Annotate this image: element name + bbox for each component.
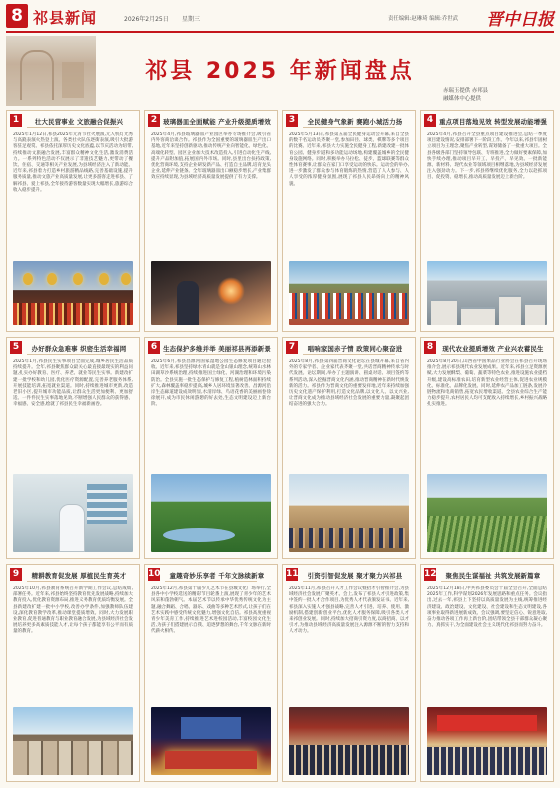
- article-title[interactable]: 办好群众急难事 织密生活幸福网: [31, 345, 127, 353]
- issue-date: 2026年2月25日: [124, 16, 169, 23]
- section-name: 祁县新闻: [33, 9, 98, 27]
- article-card[interactable]: [420, 564, 554, 782]
- sports-meet-photo: [289, 261, 409, 325]
- orchard-field-photo: [427, 474, 547, 552]
- title-divider: [441, 581, 533, 582]
- article-body: 2025年12月18日,中共祁县委员会十届全会召开,全面总结2025年工作,科学谋划2026年发展思路和重点任务。会议指出,过去一年,祁县上下坚持以高质量发展为主线,统筹推进经济建设、政治建设、文化建设、社会建设和生态文明建设,各项事业取得新进展新成效。会议强调,要坚定信心、锐意进取,奋力推动各项工作再上新台阶,团结带领全县干部群众凝心聚力、真抓实干,为全面建设社会主义现代化祁县而努力奋斗。: [427, 586, 547, 629]
- article-number: 5: [10, 341, 22, 354]
- article-number: 12: [424, 569, 437, 579]
- festival-parade-photo: [13, 261, 133, 325]
- article-title[interactable]: 精耕教育促发展 厚植民生育英才: [31, 572, 127, 580]
- article-body: 2025年6月,祁县昌源河国家湿地公园生态修复项目通过验收。近年来,祁县坚持绿水青山就是金山银山理念,统筹山水林田湖草沙系统治理,持续推进国土绿化、河湖治理和环境污染防治。全县实施一批生态保护与修复工程,植树造林面积持续扩大,森林覆盖率稳步提高,城乡人居环境显著改善。昌源河沿岸生态廊道建设成效明显,水清岸绿、鸟语花香的美丽画卷徐徐展开,成为市民休闲游憩的好去处,生态文明建设迈上新台阶。: [151, 359, 271, 408]
- masthead-divider: [6, 31, 554, 33]
- article-card[interactable]: [420, 110, 554, 332]
- page-number: 8: [6, 4, 28, 28]
- article-number: 8: [424, 341, 436, 354]
- newspaper-logo: 晋中日报: [486, 10, 554, 30]
- article-title[interactable]: 壮大民营事业 文旅融合促振兴: [34, 118, 124, 126]
- article-body: 2025年8月,祁县第四届晋商文化论坛在县城开幕,来自省内外的专家学者、企业家代表齐聚一堂,共话晋商精神传承与时代发展。论坛期间,举办了主题演讲、圆桌对话、项目签约等系列活动,深入挖掘晋商文化内涵,推动晋商精神在新时代焕发新的活力。祁县作为晋商文化的重要发祥地,近年来持续加强历史文化遗产保护利用,打造文化品牌,以文化人、以文兴业,让晋商文化成为推动县域经济社会发展的重要力量,凝聚起团结奋进的强大合力。: [289, 359, 409, 408]
- article-card[interactable]: [6, 564, 140, 782]
- article-card[interactable]: [282, 564, 416, 782]
- article-card[interactable]: [420, 337, 554, 559]
- title-divider: [165, 581, 257, 582]
- article-number: 3: [286, 114, 298, 127]
- plenary-meeting-photo: [427, 707, 547, 775]
- article-number: 2: [148, 114, 160, 127]
- headline-banner: [6, 36, 554, 106]
- article-title[interactable]: 全民健身气象新 赛跑小城活力扬: [307, 118, 403, 126]
- article-card[interactable]: [144, 110, 278, 332]
- article-body: 2025年11月,祁县召开人才工作会议暨招才引智推介会,为县域经济社会发展广聚英才。会上,发布了祁县人才引进政策,集中签约一批人才合作项目,为优秀人才代表颁发证书。近年来,祁县深入实施人才强县战略,完善人才引进、培养、使用、激励机制,搭建创新创业平台,优化人才服务保障,吸引各类人才来祁创业发展。同时,持续加大招商引资力度,以商招商、以才引才,为推动县域经济高质量发展注入源源不断的智力支持和人才动力。: [289, 586, 409, 635]
- title-divider: [303, 127, 395, 128]
- article-card[interactable]: [6, 110, 140, 332]
- wetland-park-photo: [151, 474, 271, 552]
- article-card[interactable]: [282, 337, 416, 559]
- conference-hall-photo: [289, 707, 409, 775]
- article-card[interactable]: [144, 337, 278, 559]
- article-card[interactable]: [144, 564, 278, 782]
- title-divider: [303, 354, 395, 355]
- article-body: 2025年4月,祁县玻璃器皿产业园区举办专场推介会,吸引省内外客商洽谈合作。祁县作为全国重要的玻璃器皿生产出口基地,近年来坚持创新驱动,推动传统产业向智能化、绿色化、高端化转型。园区企业加大技术改造投入,引进自动化生产线,提升产品附加值,拓展国内外市场。同时,县里出台扶持政策,优化营商环境,支持企业研发新产品、打造自主品牌,培育龙头企业,延伸产业链条。全年玻璃器皿出口额稳步增长,产业集群效应持续显现,为县域经济高质量发展提供了有力支撑。: [151, 132, 271, 181]
- title-divider: [165, 354, 257, 355]
- article-number: 10: [148, 569, 161, 579]
- industrial-park-photo: [427, 261, 547, 325]
- masthead: [6, 4, 554, 30]
- article-body: 2025年4月,祁县召开全县重点项目建设推进会,总结一季度项目建设情况,安排部署下一阶段工作。今年以来,祁县牢固树立项目为王理念,聚焦产业转型,谋划储备了一批重大项目。全县各级各部门坚持领导包联、专班推进,全力做好要素保障,加快手续办理,推动项目早开工、早投产、早见效。一批新能源、新材料、现代农业等领域项目相继落地,为县域经济发展注入强劲动力。下一步,祁县将继续优化服务,全力以赴抓项目、促投资、稳增长,推动高质量发展迈上新台阶。: [427, 132, 547, 181]
- article-title[interactable]: 童趣奇妙乐享者 千年文脉续新章: [169, 572, 265, 580]
- article-title[interactable]: 唱响家国赤子情 政策同心聚奋进: [307, 345, 403, 353]
- school-campus-photo: [13, 707, 133, 775]
- editors-credit: 责任编辑:赵琳琦 编辑:乔世武: [388, 16, 459, 22]
- title-divider: [27, 354, 119, 355]
- article-body: 2025年10月,祁县教育系统召开新学期工作会议,总结成绩,部署任务。近年来,祁县始终坚持教育优先发展战略,持续加大教育投入,优化教育资源布局,推进义务教育优质均衡发展。全县新建改扩建一批中小学校,改善办学条件,加强教师队伍建设,深化教育教学改革,推动课堂提质增效。同时,大力发展职业教育,促进普通教育与职业教育融合发展,为县域经济社会发展培养更多高素质技能人才,让每个孩子都能享有公平而有质量的教育。: [13, 586, 133, 635]
- group-visit-photo: [289, 474, 409, 552]
- article-title[interactable]: 玻璃器皿全面赋能 产业升级提质增效: [163, 118, 271, 126]
- article-card[interactable]: [6, 337, 140, 559]
- article-title[interactable]: 引资引智促发展 聚才聚力兴祁县: [307, 572, 403, 580]
- title-divider: [165, 127, 257, 128]
- article-number: 6: [148, 341, 160, 354]
- article-body: 2025年12月,祁县第十届少儿艺术节在县城文化广场举行,全县各中小学校选送的精彩节目轮番上演,展现了青少年的艺术风采和蓬勃朝气。本届艺术节以传承中华优秀传统文化为主题,融合舞蹈、合唱、器乐、戏曲等多种艺术形式,让孩子们在艺术实践中感受传统文化魅力,增强文化自信。祁县高度重视青少年美育工作,持续推进艺术进校园活动,丰富校园文化生活,为孩子们搭建展示自我、追逐梦想的舞台,千年文脉在新时代薪火相传。: [151, 586, 271, 635]
- article-title[interactable]: 现代农业提质增效 产业兴农蓄民生: [442, 345, 544, 353]
- article-number: 9: [10, 568, 22, 581]
- article-body: 2025年5月13日,祁县第五届全民健身运动会开幕,来自全县的数千名运动员齐聚一堂,参加田径、球类、棋牌等多个项目的比赛。近年来,祁县大力实施全民健身工程,新建改建一批体育公园、健身步道和多功能运动场地,构建覆盖城乡的全民健身设施网络。同时,积极举办马拉松、徒步、篮球联赛等群众性体育赛事,让群众在家门口享受运动的快乐。运动会的举办,进一步激发了群众参与体育锻炼的热情,营造了人人参与、人人享受的浓厚健身氛围,展现了祁县人民昂扬向上的精神风貌。: [289, 132, 409, 187]
- article-number: 1: [10, 114, 22, 127]
- article-title[interactable]: 聚焦民生谋福祉 共筑发展新篇章: [445, 572, 541, 580]
- weekday: 星期三: [182, 16, 201, 23]
- article-body: 2025年1月12日,祁县2025年元宵节社火展演,元人机灯光秀与高跷表演火热登上演。各类社火队伍逐街表演,吸引大批游客驻足观赏。祁县依托深厚历史文化底蕴,以节庆活动为纽带,持续推动文旅融合发展,丰富群众精神文化生活,激发消费活力。一系列特色活动不仅展示了非遗技艺魅力,更带动了餐饮、住宿、交通等相关产业发展,为县域经济注入了新动能。近年来,祁县着力打造乡村旅游精品线路,完善基础设施,提升服务质量,推动文旅产业高质量发展,让更多游客走进祁县、了解祁县、爱上祁县,全年接待游客数量实现大幅增长,旅游综合收入稳步提升。: [13, 132, 133, 193]
- article-card[interactable]: [282, 110, 416, 332]
- title-divider: [441, 127, 533, 128]
- title-divider: [303, 581, 395, 582]
- title-divider: [27, 127, 119, 128]
- article-number: 4: [424, 114, 436, 127]
- page-headline: 祁县 2025 年新闻盘点: [145, 59, 415, 84]
- article-title[interactable]: 重点项目落地见效 转型发展动能增强: [439, 118, 547, 126]
- medical-worker-photo: [13, 474, 133, 552]
- title-divider: [27, 581, 119, 582]
- article-number: 11: [286, 569, 299, 579]
- article-body: 2025年8月20日,山西省中国果品行业协会在祁县召开现场推介会,展示祁县现代农业发展成果。近年来,祁县立足资源禀赋,大力发展酥梨、葡萄、蔬菜等特色农业,推进设施农业提档升级,建设高标准农田,培育新型农业经营主体,促进农业规模化、标准化、品牌化发展。同时,延伸农产品加工链条,发展冷链物流和电商销售,拓宽农民增收渠道。全县农业综合生产能力稳步提升,农村居民人均可支配收入持续增长,乡村振兴战略扎实推进。: [427, 359, 547, 408]
- glass-factory-photo: [151, 261, 271, 325]
- article-body: 2025年1月,祁县民生实事项目全面完成,城乡居民生活品质持续提升。全年,祁县聚焦群众最关心最直接最现实的利益问题,扎实办好教育、医疗、养老、就业等民生实事。新建改扩建一批学校和幼儿园,优化医疗资源配置,完善养老服务体系,开展技能培训,拓宽就业渠道。同时,持续推进城市更新,改造老旧小区,提升城市功能品质,让群众生活更加便利、更加舒适。一件件民生实事落地见效,不断增强人民群众的获得感、幸福感、安全感,绘就了祁县民生幸福新画卷。: [13, 359, 133, 408]
- photo-credit: 赤瑞玉提供 赤邦县 融媒体中心提供: [443, 88, 488, 102]
- article-number: 7: [286, 341, 298, 354]
- article-title[interactable]: 生态保护多维并举 美丽祁县再添新景: [163, 345, 271, 353]
- stage-performance-photo: [151, 707, 271, 775]
- title-divider: [441, 354, 533, 355]
